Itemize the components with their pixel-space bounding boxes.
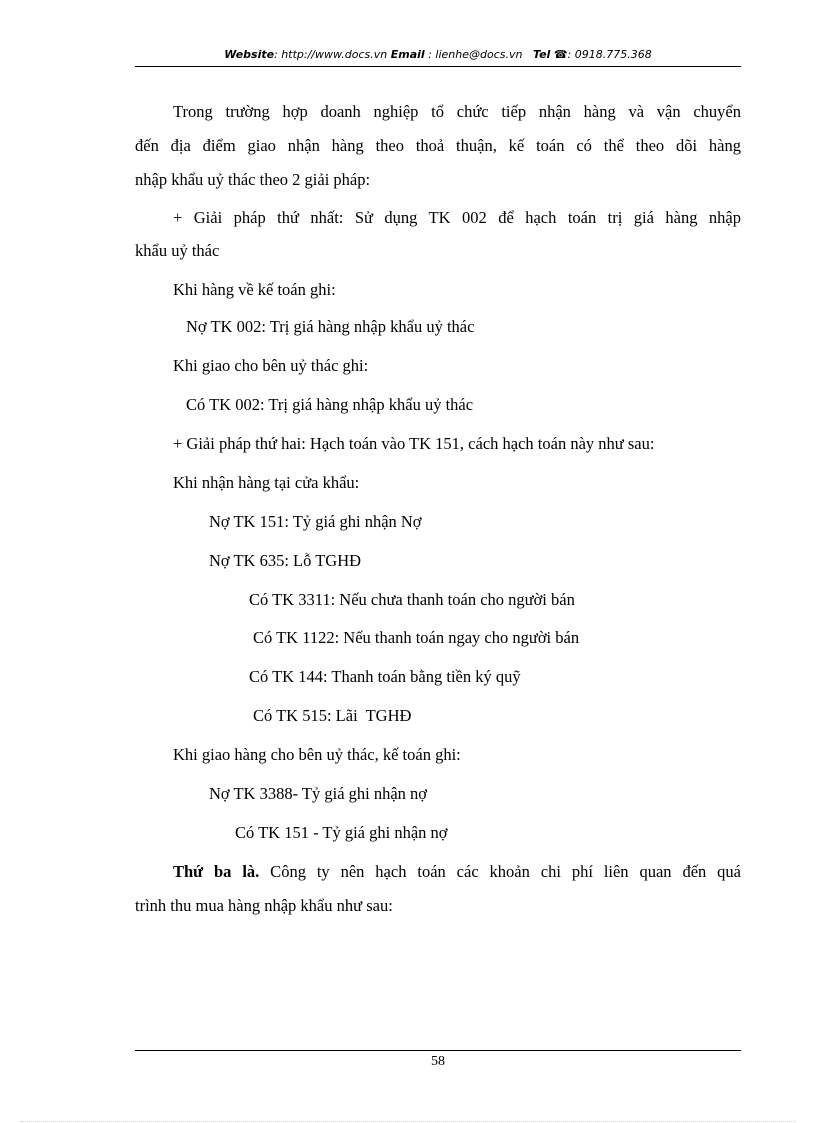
paragraph-2-line-2: khẩu uỷ thác (135, 241, 220, 260)
entry-no-tk-635: Nợ TK 635: Lỗ TGHĐ (209, 551, 362, 570)
paragraph-1-line-2: đến địa điểm giao nhận hàng theo thoả thuận, kế toán có thể theo dõi hàng (135, 136, 741, 155)
footer-divider (135, 1050, 741, 1051)
paragraph-2-line-1: + Giải pháp thứ nhất: Sử dụng TK 002 để hạch toán trị giá hàng nhập (173, 208, 741, 227)
website-value: : http://www.docs.vn (274, 48, 388, 61)
paragraph-3-line-2: trình thu mua hàng nhập khẩu như sau: (135, 896, 393, 915)
entry-co-tk-515: Có TK 515: Lãi TGHĐ (253, 706, 412, 725)
entry-no-tk-002: Nợ TK 002: Trị giá hàng nhập khẩu uỷ thác (186, 317, 475, 336)
page-number: 58 (431, 1054, 445, 1069)
entry-co-tk-002: Có TK 002: Trị giá hàng nhập khẩu uỷ thác (186, 395, 474, 414)
website-label: Website (224, 48, 275, 61)
paragraph-3-bold-lead: Thứ ba là. (173, 862, 260, 881)
entry-co-tk-1122: Có TK 1122: Nếu thanh toán ngay cho người bán (253, 628, 580, 647)
phone-icon: ☎ (553, 48, 568, 61)
entry-co-tk-151: Có TK 151 - Tỷ giá ghi nhận nợ (235, 823, 448, 842)
email-label: Email (390, 48, 425, 61)
email-value: : lienhe@docs.vn (424, 48, 523, 61)
paragraph-3-line-1 (135, 861, 741, 883)
entry-co-tk-3311: Có TK 3311: Nếu chưa thanh toán cho người bán (249, 590, 575, 609)
paragraph-3-line-1-text: Công ty nên hạch toán các khoản chi phí liên quan đến quá (259, 862, 741, 881)
entry-co-tk-144: Có TK 144: Thanh toán bằng tiền ký quỹ (249, 667, 521, 686)
entry-no-tk-3388: Nợ TK 3388- Tỷ giá ghi nhận nợ (209, 784, 428, 803)
entry-khi-nhan-hang: Khi nhận hàng tại cửa khẩu: (173, 473, 360, 492)
entry-no-tk-151: Nợ TK 151: Tỷ giá ghi nhận Nợ (209, 512, 422, 531)
page-header (135, 46, 741, 64)
tel-value: : 0918.775.368 (567, 48, 652, 61)
page-bottom-border (20, 1121, 796, 1122)
paragraph-1-line-3: nhập khẩu uỷ thác theo 2 giải pháp: (135, 170, 371, 189)
entry-khi-giao-hang: Khi giao hàng cho bên uỷ thác, kế toán ghi: (173, 745, 461, 764)
entry-khi-hang-ve: Khi hàng về kế toán ghi: (173, 280, 336, 299)
tel-label: Tel (532, 48, 551, 61)
entry-khi-giao: Khi giao cho bên uỷ thác ghi: (173, 356, 369, 375)
entry-giai-phap-2: + Giải pháp thứ hai: Hạch toán vào TK 151, cách hạch toán này như sau: (173, 434, 655, 453)
header-divider (135, 66, 741, 67)
paragraph-1-line-1: Trong trường hợp doanh nghiệp tổ chức tiếp nhận hàng và vận chuyển (173, 102, 741, 121)
